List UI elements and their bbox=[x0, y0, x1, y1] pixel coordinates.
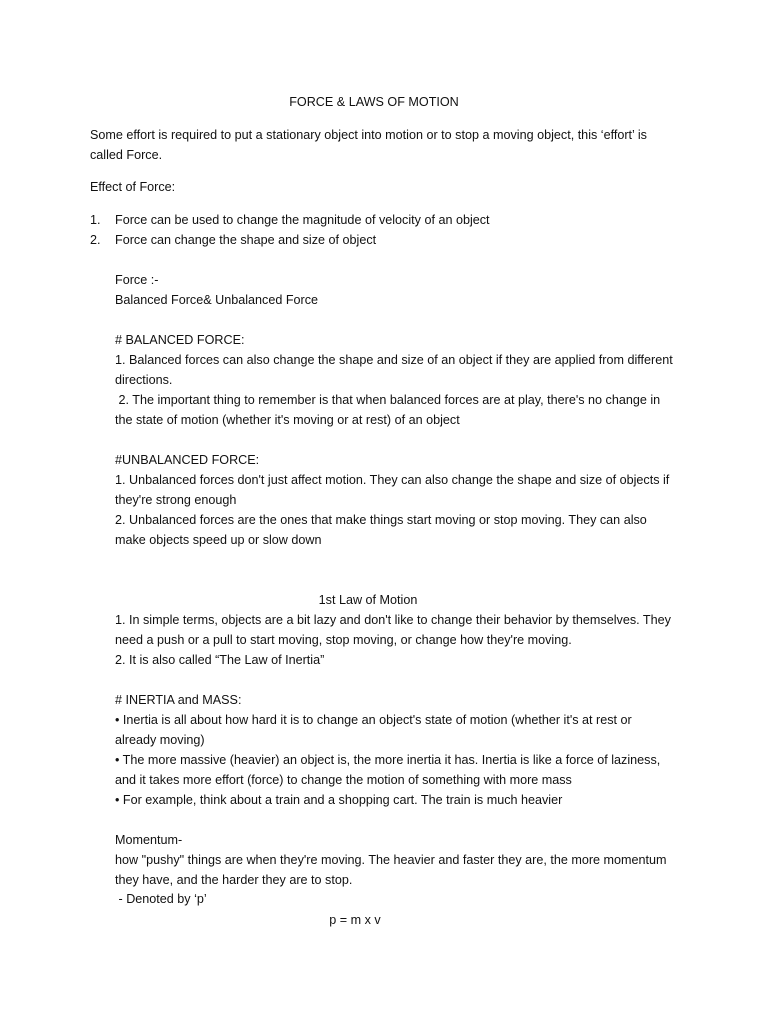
balanced-line: the state of motion (whether it's moving or at rest) of an object bbox=[115, 413, 460, 427]
list-number: 1. bbox=[90, 213, 101, 227]
inertia-heading: # INERTIA and MASS: bbox=[115, 693, 242, 707]
unbalanced-line: 1. Unbalanced forces don't just affect motion. They can also change the shape and size of objects if bbox=[115, 473, 670, 487]
balanced-line: 2. The important thing to remember is that when balanced forces are at play, there's no change in bbox=[115, 393, 661, 407]
balanced-line: directions. bbox=[115, 373, 173, 387]
unbalanced-line: they're strong enough bbox=[115, 493, 237, 507]
first-law-line: 1. In simple terms, objects are a bit lazy and don't like to change their behavior by themselves. They bbox=[115, 613, 671, 627]
first-law-heading: 1st Law of Motion bbox=[318, 593, 418, 607]
force-types-line: Balanced Force& Unbalanced Force bbox=[115, 293, 319, 307]
momentum-line: - Denoted by ‘p’ bbox=[115, 892, 207, 906]
list-item: Force can change the shape and size of object bbox=[115, 233, 377, 247]
inertia-line: • The more massive (heavier) an object is, the more inertia it has. Inertia is like a force of laziness, bbox=[115, 753, 661, 767]
intro-line: Some effort is required to put a stationary object into motion or to stop a moving object, this ‘effort’ is bbox=[90, 128, 647, 142]
momentum-line: how "pushy" things are when they're moving. The heavier and faster they are, the more momentum bbox=[115, 853, 667, 867]
intro-line: called Force. bbox=[90, 148, 163, 162]
momentum-heading: Momentum- bbox=[115, 833, 183, 847]
momentum-line: they have, and the harder they are to stop. bbox=[115, 873, 353, 887]
list-item: Force can be used to change the magnitude of velocity of an object bbox=[115, 213, 490, 227]
inertia-line: already moving) bbox=[115, 733, 205, 747]
first-law-line: 2. It is also called “The Law of Inertia” bbox=[115, 653, 325, 667]
page-title: FORCE & LAWS OF MOTION bbox=[289, 95, 459, 109]
unbalanced-line: 2. Unbalanced forces are the ones that make things start moving or stop moving. They can also bbox=[115, 513, 647, 527]
inertia-line: • Inertia is all about how hard it is to change an object's state of motion (whether it's at rest or bbox=[115, 713, 632, 727]
list-number: 2. bbox=[90, 233, 101, 247]
inertia-line: and it takes more effort (force) to change the motion of something with more mass bbox=[115, 773, 572, 787]
force-heading: Force :- bbox=[115, 273, 159, 287]
balanced-heading: # BALANCED FORCE: bbox=[115, 333, 245, 347]
inertia-line: • For example, think about a train and a shopping cart. The train is much heavier bbox=[115, 793, 563, 807]
balanced-line: 1. Balanced forces can also change the shape and size of an object if they are applied from different bbox=[115, 353, 673, 367]
effect-heading: Effect of Force: bbox=[90, 180, 176, 194]
first-law-line: need a push or a pull to start moving, stop moving, or change how they're moving. bbox=[115, 633, 572, 647]
momentum-formula: p = m x v bbox=[329, 913, 381, 927]
unbalanced-line: make objects speed up or slow down bbox=[115, 533, 322, 547]
unbalanced-heading: #UNBALANCED FORCE: bbox=[115, 453, 260, 467]
